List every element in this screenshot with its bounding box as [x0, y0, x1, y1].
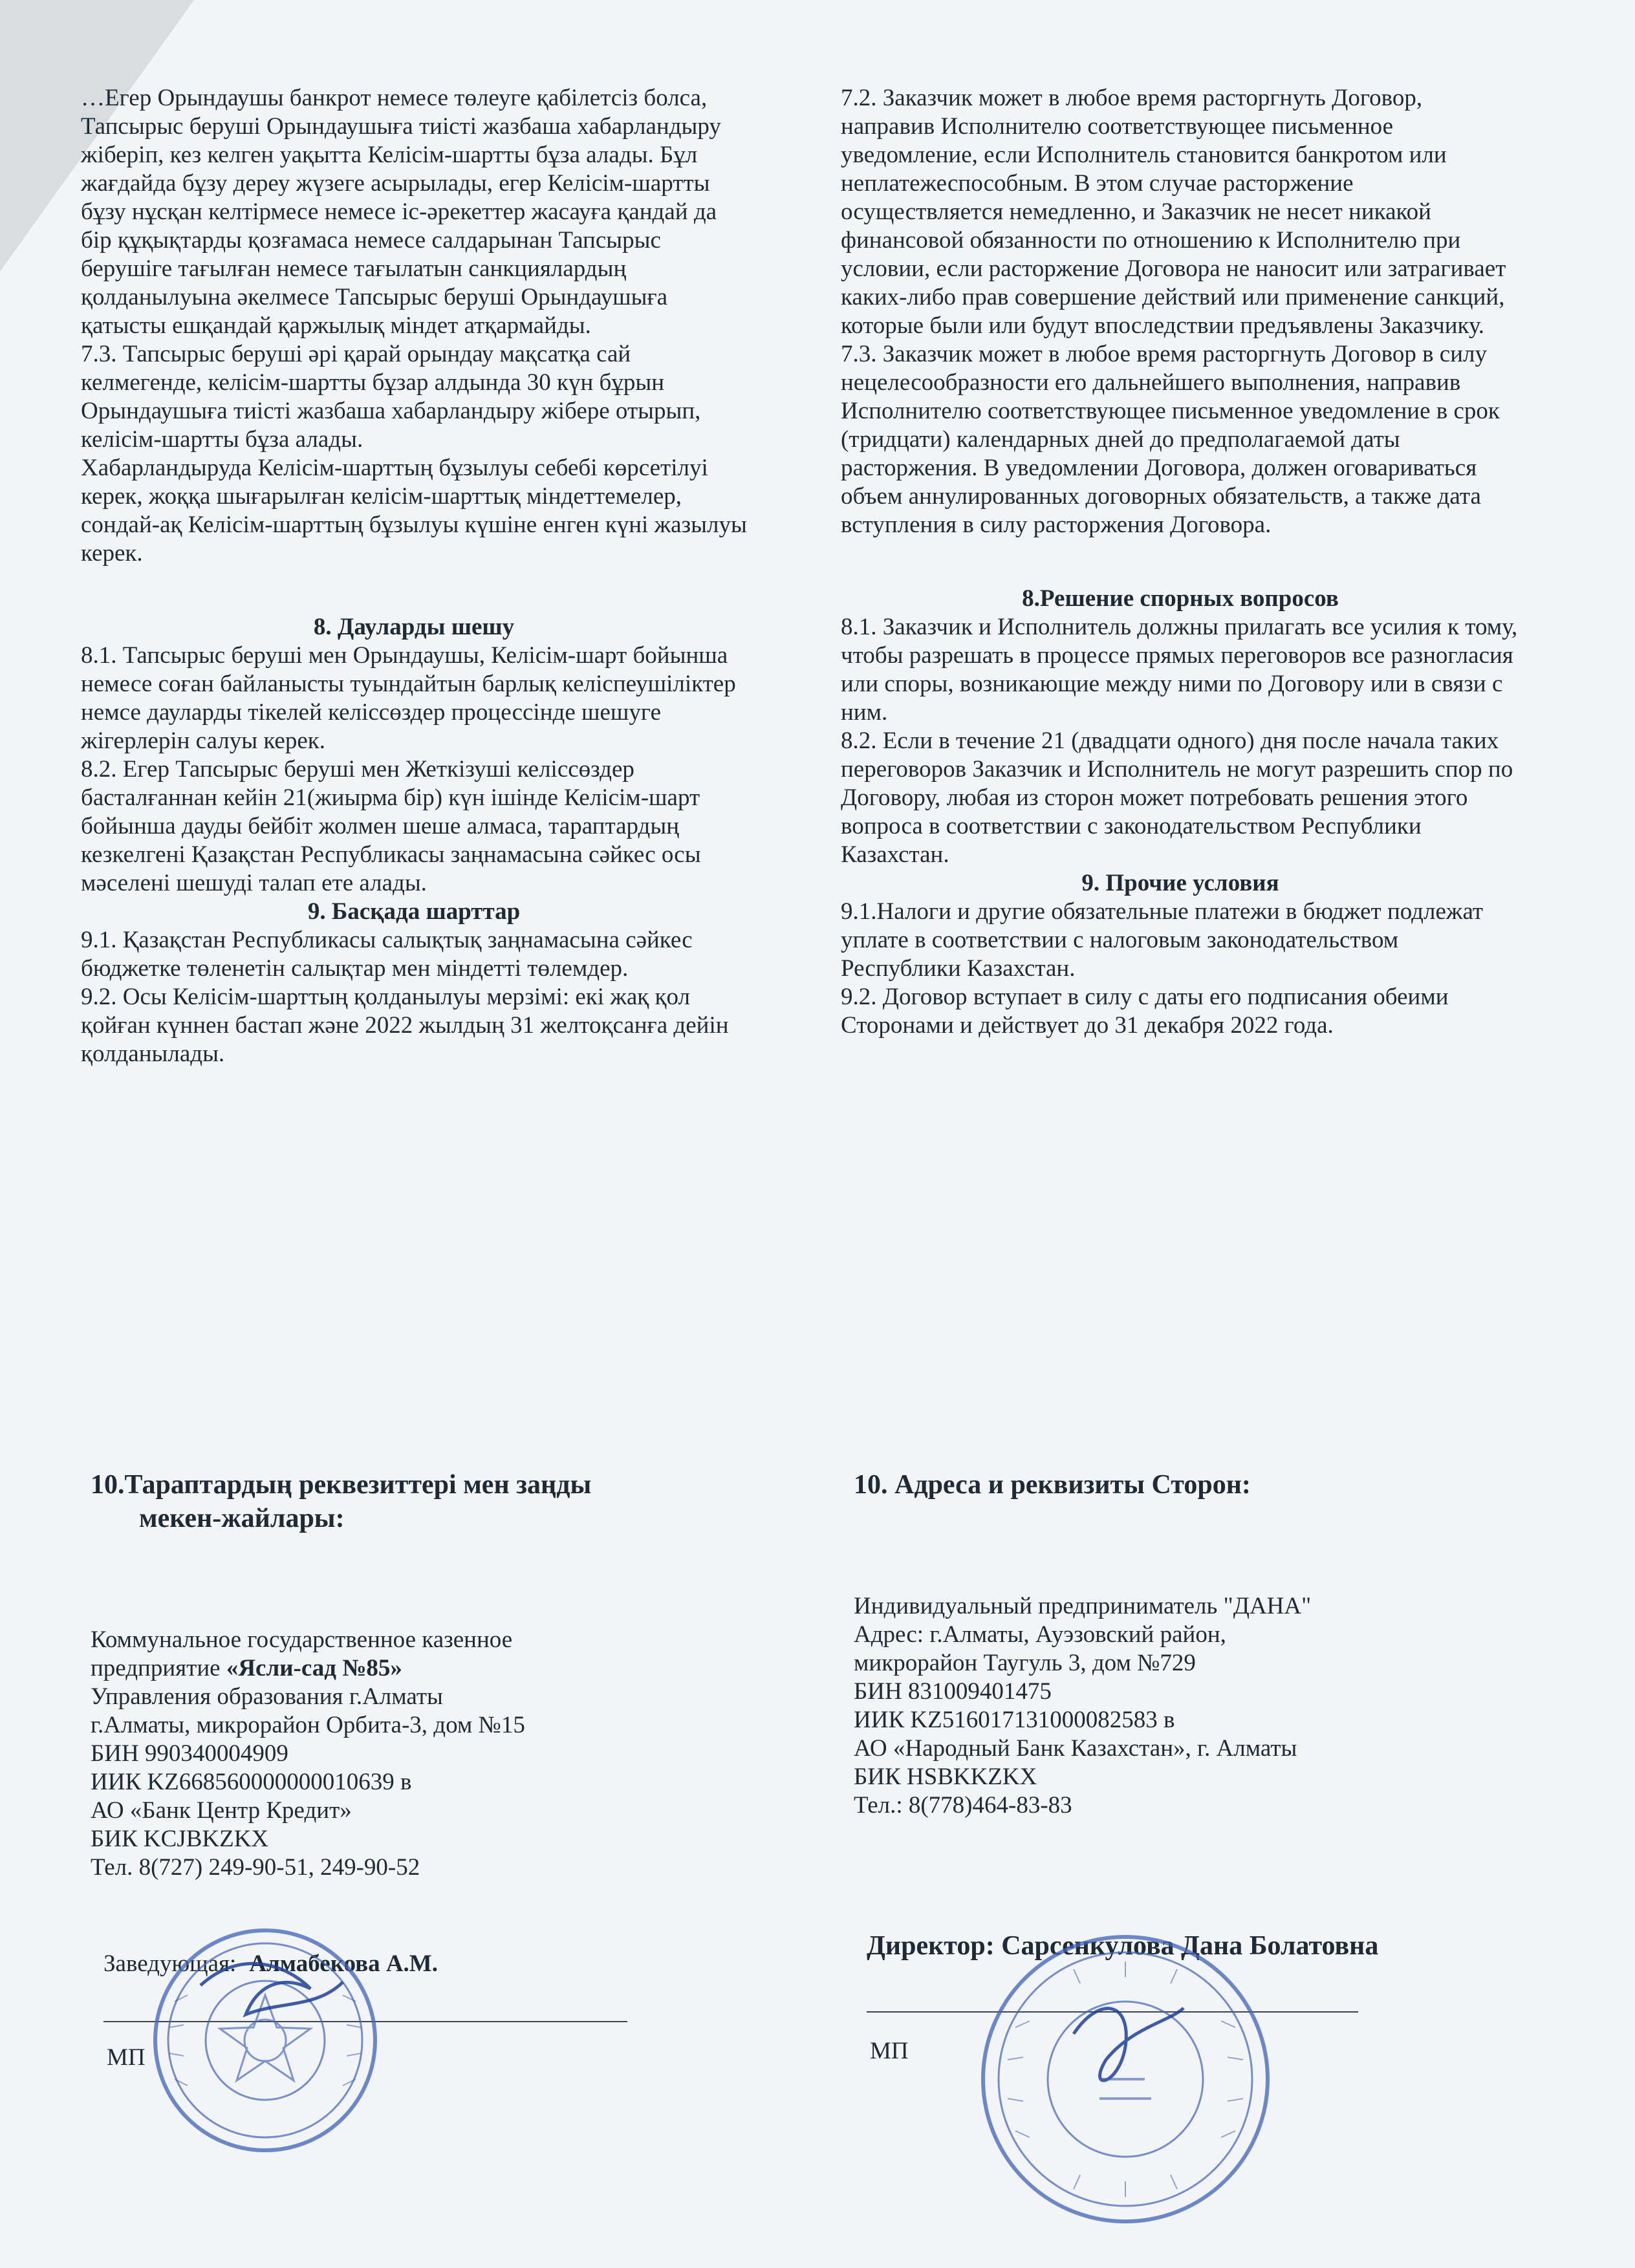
official-seal-right — [977, 1930, 1274, 2228]
paragraph-8-2-ru: 8.2. Если в течение 21 (двадцати одного) дня после начала таких переговоров Заказчик и Исполнитель не могут разрешить спор по Договору, любая из сторон может потребовать решения этого вопроса в соответствии с законодательством Республики Казахстан. — [841, 728, 1513, 868]
bik-line: БИК KCJBKZKX — [91, 1826, 269, 1852]
bank-line: АО «Народный Банк Казахстан», г. Алматы — [854, 1735, 1297, 1762]
paragraph-8-1-ru: 8.1. Заказчик и Исполнитель должны прилагать все усилия к тому, чтобы разрешать в процессе прямых переговоров все разногласия или споры, возникающие между ними по Договору или в связи с ним. — [841, 614, 1518, 726]
dept-line: Управления образования г.Алматы — [91, 1683, 443, 1710]
org-line: Индивидуальный предприниматель "ДАНА" — [854, 1593, 1312, 1619]
address-line: г.Алматы, микрорайон Орбита-3, дом №15 — [91, 1712, 525, 1738]
paragraph-8-1-kz: 8.1. Тапсырыс беруші мен Орындаушы, Келісім-шарт бойынша немесе соған байланысты туындайтын барлық келіспеушіліктер немсе дауларды тікелей келіссөздер процессінде шешуге жігерлерін салуы керек. — [81, 642, 736, 754]
bank-line: АО «Банк Центр Кредит» — [91, 1797, 352, 1824]
paragraph-9-2-ru: 9.2. Договор вступает в силу с даты его подписания обеими Сторонами и действует до 31 декабря 2022 года. — [841, 984, 1449, 1039]
tel-line: Тел. 8(727) 249-90-51, 249-90-52 — [91, 1854, 420, 1881]
requisites-left — [91, 1468, 776, 1882]
paragraph-7-3-ru: 7.3. Заказчик может в любое время расторгнуть Договор в силу нецелесообразности его дальнейшего выполнения, направив Исполнителю соответствующее письменное уведомление в срок (тридцати) календарных дней до предполагаемой даты расторжения. В уведомлении Договора, должен оговариваться объем аннулированных договорных обязательств, а также дата вступления в силу расторжения Договора. — [841, 341, 1500, 538]
org-line-2: предприятие «Ясли-сад №85» — [91, 1655, 402, 1681]
paragraph-7-3-kz: 7.3. Тапсырыс беруші әрі қарай орындау мақсатқа сай келмегенде, келісім-шартты бұзар алдында 30 күн бұрын Орындаушыға тиісті жазбаша хабарландыру жібере отырып, келісім-шартты бұза алады. — [81, 341, 701, 453]
paragraph-7-2-kz: …Егер Орындаушы банкрот немесе төлеуге қабілетсіз болса, Тапсырыс беруші Орындаушыға тиісті жазбаша хабарландыру жіберіп, кез келген уақытта Келісім-шартты бұза алады. Бұл жағдайда бұзу дереу жүзеге асырылады, егер Келісім-шартты бұзу нұсқан келтірмесе немесе іс-әрекеттер жасауға қандай да бір құқықтарды қозғамаса немесе салдарынан Тапсырыс берушіге тағылған немесе тағылатын санкциялардың қолданылуына әкелмесе Тапсырыс беруші Орындаушыға қатысты ешқандай қаржылық міндет атқармайды. — [81, 85, 721, 339]
paragraph-notice-kz: Хабарландыруда Келісім-шарттың бұзылуы себебі көрсетілуі керек, жоққа шығарылған келісім-шарттық міндеттемелер, сондай-ақ Келісім-шарттың бұзылуы күшіне енген күні жазылуы керек. — [81, 455, 747, 567]
paragraph-8-2-kz: 8.2. Егер Тапсырыс беруші мен Жеткізуші келіссөздер басталғаннан кейін 21(жиырма бір) күн ішінде Келісім-шарт бойынша дауды бейбіт жолмен шеше алмаса, тараптардың кезкелгені Қазақстан Республикасы заңнамасына сәйкес осы мәселені шешуді талап ете алады. — [81, 756, 701, 896]
director-signature-label: Директор: Сарсенкулова Дана Болатовна — [867, 1931, 1379, 1961]
bin-line: БИН 990340004909 — [91, 1740, 288, 1767]
paragraph-7-2-ru: 7.2. Заказчик может в любое время расторгнуть Договор, направив Исполнителю соответствующее письменное уведомление, если Исполнитель становится банкротом или неплатежеспособным. В этом случае расторжение осуществляется немедленно, и Заказчик не несет никакой финансовой обязанности по отношению к Исполнителю при условии, если расторжение Договора не наносит или затрагивает каких-либо прав совершение действий или применение санкций, которые были или будут впоследствии предъявлены Заказчику. — [841, 85, 1506, 339]
requisites-right — [854, 1468, 1533, 1820]
address-line-2: микрорайон Таугуль 3, дом №729 — [854, 1650, 1196, 1676]
bin-line: БИН 831009401475 — [854, 1678, 1052, 1705]
heading-9-ru: 9. Прочие условия — [1081, 870, 1279, 896]
bik-line: БИК HSBKKZKX — [854, 1764, 1037, 1790]
iik-line: ИИК KZ516017131000082583 в — [854, 1707, 1175, 1733]
iik-line: ИИК KZ668560000000010639 в — [91, 1769, 412, 1795]
mp-right: МП — [870, 2038, 909, 2064]
official-seal-left — [149, 1924, 382, 2157]
russian-column — [841, 84, 1520, 1040]
kazakh-column — [81, 84, 747, 1068]
paragraph-9-1-ru: 9.1.Налоги и другие обязательные платежи в бюджет подлежат уплате в соответствии с налоговым законодательством Республики Казахстан. — [841, 898, 1484, 982]
heading-8-ru: 8.Решение спорных вопросов — [1022, 585, 1339, 612]
heading-8-kz: 8. Дауларды шешу — [313, 614, 515, 640]
head-signature-label: Заведующая: Алмабекова А.М. — [103, 1950, 438, 1977]
requisites-title-kz: 10.Тараптардың реквезиттері мен заңды мекен-жайлары: — [91, 1470, 592, 1533]
heading-9-kz: 9. Басқада шарттар — [307, 898, 521, 925]
tel-line: Тел.: 8(778)464-83-83 — [854, 1792, 1072, 1819]
address-line-1: Адрес: г.Алматы, Ауэзовский район, — [854, 1621, 1226, 1648]
org-line-1: Коммунальное государственное казенное — [91, 1626, 513, 1653]
paragraph-9-1-kz: 9.1. Қазақстан Республикасы салықтық заңнамасына сәйкес бюджетке төленетін салықтар мен міндетті төлемдер. — [81, 927, 693, 982]
paragraph-9-2-kz: 9.2. Осы Келісім-шарттың қолданылуы мерзімі: екі жақ қол қойған күннен бастап және 2022 жылдың 31 желтоқсанға дейін қолданылады. — [81, 984, 729, 1067]
mp-left: МП — [107, 2044, 146, 2071]
requisites-title-ru: 10. Адреса и реквизиты Сторон: — [854, 1470, 1251, 1500]
